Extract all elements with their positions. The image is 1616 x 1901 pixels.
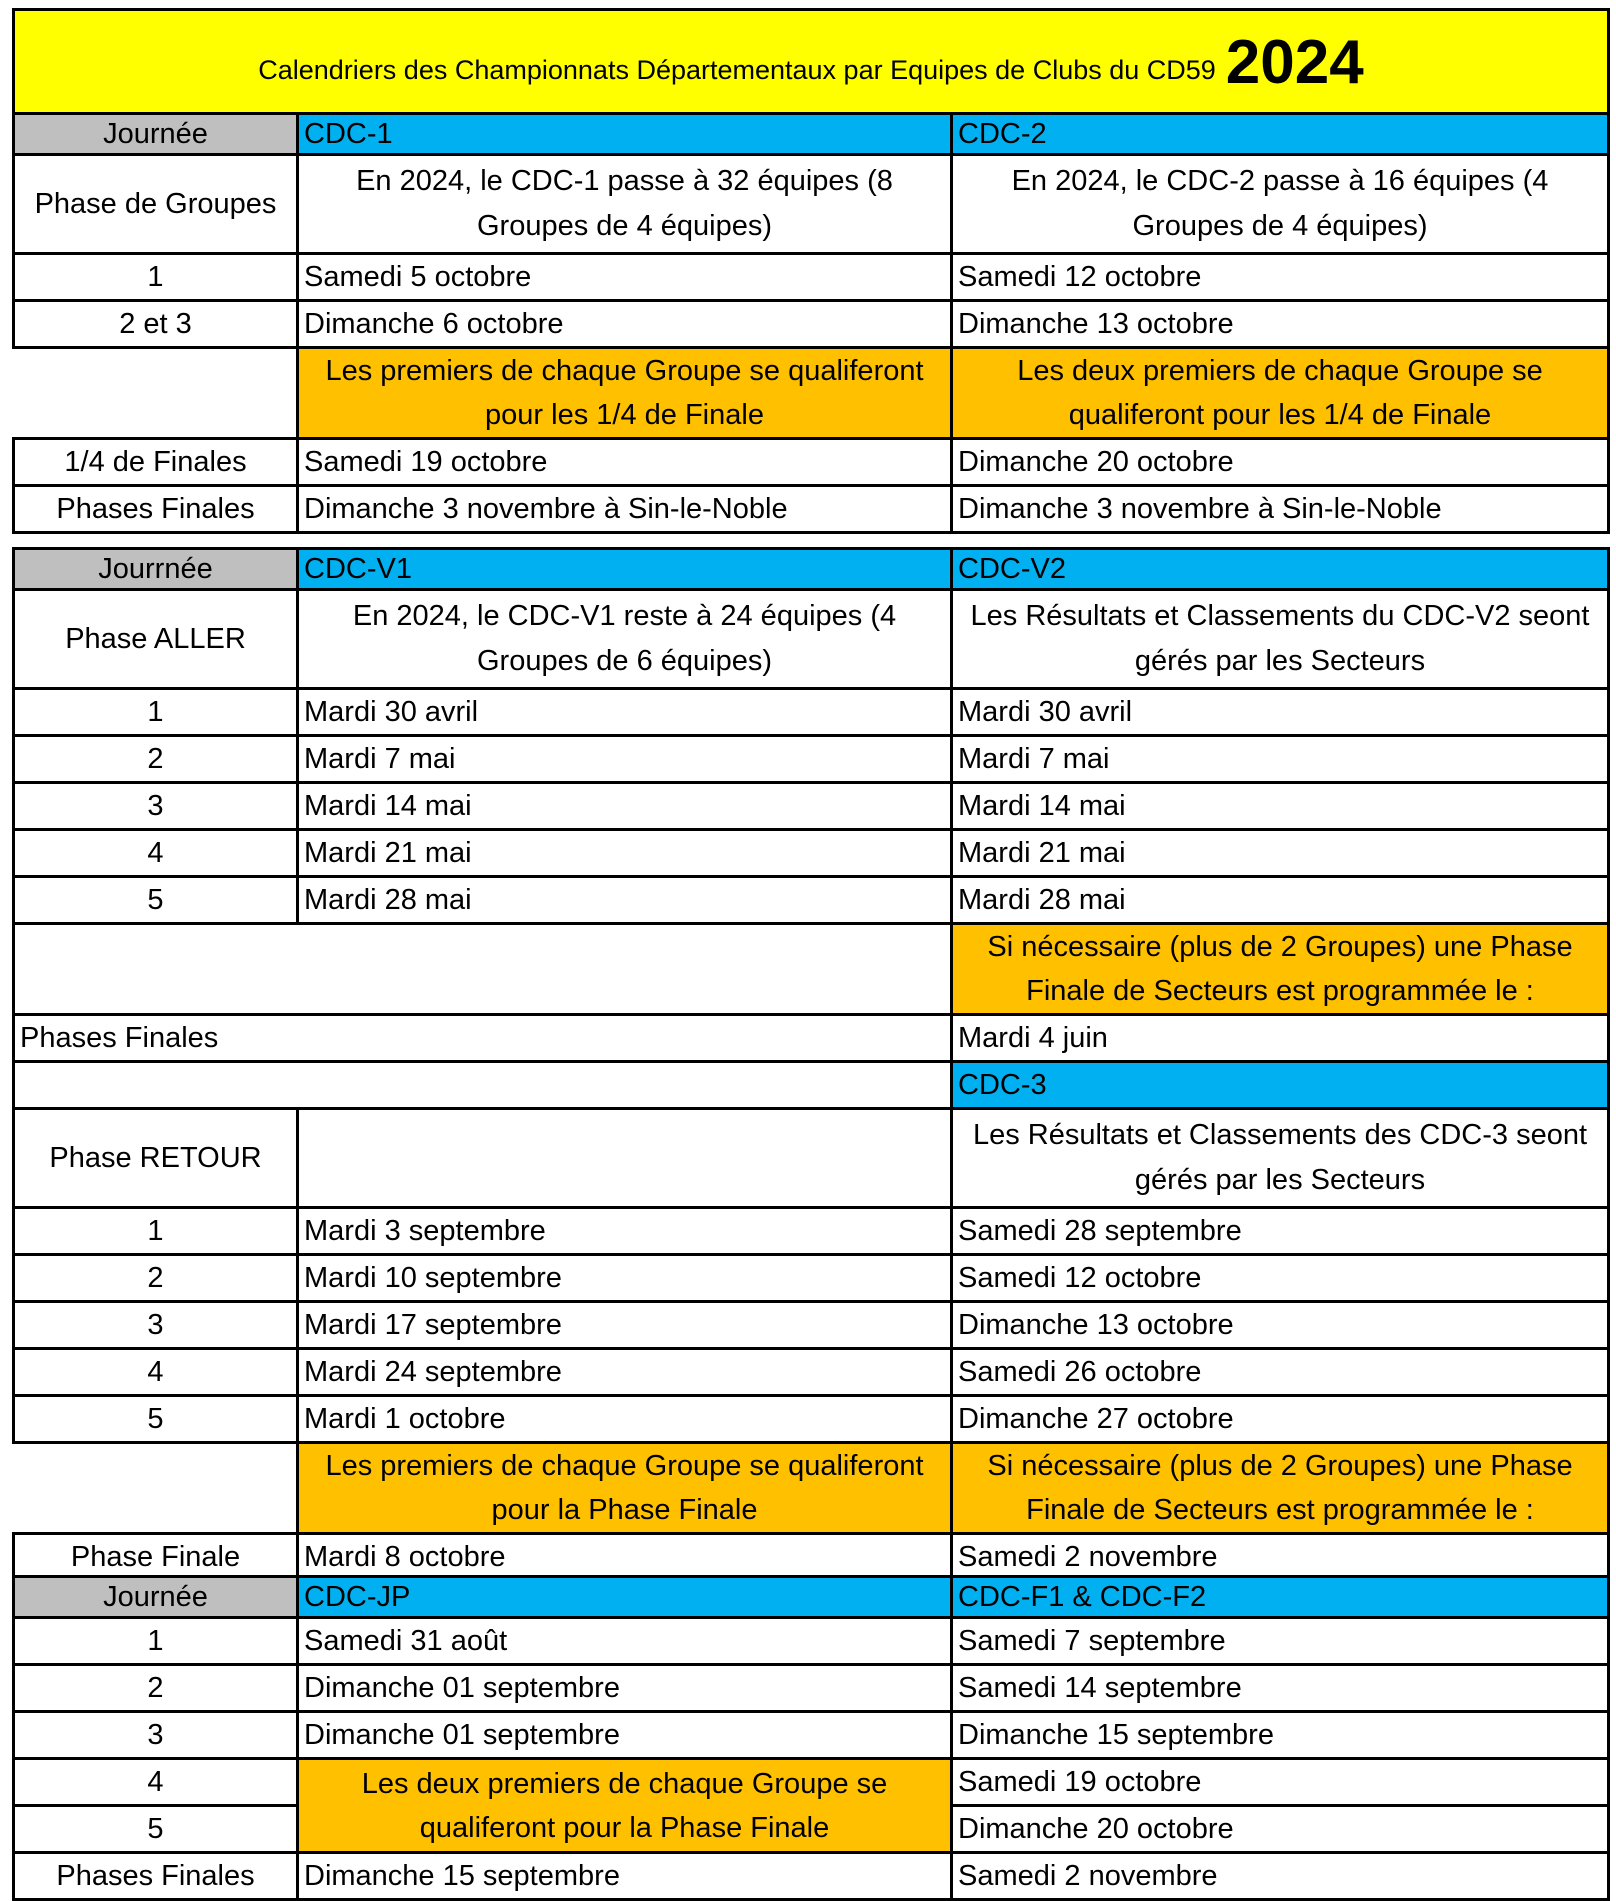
row-f: Samedi 19 octobre	[952, 1759, 1609, 1806]
finals-label: Phases Finales	[14, 1853, 298, 1900]
table-cdcv1-cdcv2	[12, 547, 1610, 1582]
note-c3-retour: Si nécessaire (plus de 2 Groupes) une Phase Finale de Secteurs est programmée le :	[952, 1443, 1609, 1534]
row-label: 1	[14, 254, 298, 301]
phase-aller-label: Phase ALLER	[14, 590, 298, 689]
table-row	[14, 1255, 1609, 1302]
finals-cdc1: Dimanche 3 novembre à Sin-le-Noble	[298, 486, 952, 533]
row-f: Samedi 7 septembre	[952, 1618, 1609, 1665]
table-row	[14, 1759, 1609, 1806]
phase-retour-label: Phase RETOUR	[14, 1109, 298, 1208]
row-v1: Mardi 17 septembre	[298, 1302, 952, 1349]
row-label: 4	[14, 1759, 298, 1806]
table-row	[14, 1208, 1609, 1255]
row-label: 4	[14, 830, 298, 877]
row-c3: Dimanche 13 octobre	[952, 1302, 1609, 1349]
row-label: 2	[14, 736, 298, 783]
table-row	[14, 1396, 1609, 1443]
row-v1: Mardi 24 septembre	[298, 1349, 952, 1396]
table-row	[14, 689, 1609, 736]
table-row	[14, 1302, 1609, 1349]
row-v2: Mardi 7 mai	[952, 736, 1609, 783]
table-row	[14, 1349, 1609, 1396]
row-v2: Mardi 30 avril	[952, 689, 1609, 736]
row-label: 1	[14, 1208, 298, 1255]
table-row	[14, 1618, 1609, 1665]
row-c3: Samedi 12 octobre	[952, 1255, 1609, 1302]
empty-cell	[14, 1062, 952, 1109]
quarter-label: 1/4 de Finales	[14, 439, 298, 486]
finals-label: Phases Finales	[14, 1015, 952, 1062]
page-title	[14, 10, 1609, 114]
row-v2: Mardi 28 mai	[952, 877, 1609, 924]
table-row	[14, 783, 1609, 830]
table-cdc1-cdc2	[12, 8, 1610, 534]
row-cdc2: Samedi 12 octobre	[952, 254, 1609, 301]
finals-cdc2: Dimanche 3 novembre à Sin-le-Noble	[952, 486, 1609, 533]
row-v1: Mardi 30 avril	[298, 689, 952, 736]
finals-v2: Mardi 4 juin	[952, 1015, 1609, 1062]
header-journee: Journée	[14, 1577, 298, 1618]
row-v2: Mardi 14 mai	[952, 783, 1609, 830]
finals-label: Phases Finales	[14, 486, 298, 533]
row-jp: Dimanche 01 septembre	[298, 1712, 952, 1759]
row-v1: Mardi 14 mai	[298, 783, 952, 830]
row-jp: Dimanche 01 septembre	[298, 1665, 952, 1712]
row-v1: Mardi 7 mai	[298, 736, 952, 783]
header-cdcv2: CDC-V2	[952, 549, 1609, 590]
header-cdc3: CDC-3	[952, 1062, 1609, 1109]
row-f: Dimanche 15 septembre	[952, 1712, 1609, 1759]
row-f: Dimanche 20 octobre	[952, 1806, 1609, 1853]
phase-groupes-cdc2: En 2024, le CDC-2 passe à 16 équipes (4 Groupes de 4 équipes)	[952, 155, 1609, 254]
empty-cell	[14, 348, 298, 439]
final-v1: Mardi 8 octobre	[298, 1534, 952, 1581]
row-label: 4	[14, 1349, 298, 1396]
quarter-cdc1: Samedi 19 octobre	[298, 439, 952, 486]
row-f: Samedi 14 septembre	[952, 1665, 1609, 1712]
table-row	[14, 877, 1609, 924]
header-journee: Journée	[14, 114, 298, 155]
phase-aller-v1: En 2024, le CDC-V1 reste à 24 équipes (4 Groupes de 6 équipes)	[298, 590, 952, 689]
row-c3: Samedi 28 septembre	[952, 1208, 1609, 1255]
row-c3: Samedi 26 octobre	[952, 1349, 1609, 1396]
header-cdcjp: CDC-JP	[298, 1577, 952, 1618]
row-label: 2	[14, 1665, 298, 1712]
row-v1: Mardi 1 octobre	[298, 1396, 952, 1443]
empty-cell	[14, 1443, 298, 1534]
row-v1: Mardi 21 mai	[298, 830, 952, 877]
row-v2: Mardi 21 mai	[952, 830, 1609, 877]
row-v1: Mardi 28 mai	[298, 877, 952, 924]
table-row	[14, 1665, 1609, 1712]
note-v1-retour: Les premiers de chaque Groupe se qualiferont pour la Phase Finale	[298, 1443, 952, 1534]
title-text: Calendriers des Championnats Départementaux par Equipes de Clubs du CD59	[258, 55, 1216, 85]
table-row	[14, 830, 1609, 877]
table-row	[14, 486, 1609, 533]
note-jp: Les deux premiers de chaque Groupe se qualiferont pour la Phase Finale	[298, 1759, 952, 1853]
row-label: 5	[14, 1396, 298, 1443]
row-label: 5	[14, 1806, 298, 1853]
header-cdcv1: CDC-V1	[298, 549, 952, 590]
table-row	[14, 1712, 1609, 1759]
note-v2-aller: Si nécessaire (plus de 2 Groupes) une Phase Finale de Secteurs est programmée le :	[952, 924, 1609, 1015]
row-cdc1: Dimanche 6 octobre	[298, 301, 952, 348]
table-row	[14, 1853, 1609, 1900]
row-label: 1	[14, 689, 298, 736]
row-jp: Samedi 31 août	[298, 1618, 952, 1665]
row-label: 3	[14, 1712, 298, 1759]
phase-groupes-label: Phase de Groupes	[14, 155, 298, 254]
header-journee: Jourrnée	[14, 549, 298, 590]
table-row	[14, 301, 1609, 348]
row-label: 3	[14, 783, 298, 830]
table-row	[14, 1534, 1609, 1581]
title-year: 2024	[1225, 28, 1364, 97]
phase-groupes-cdc1: En 2024, le CDC-1 passe à 32 équipes (8 Groupes de 4 équipes)	[298, 155, 952, 254]
note-cdc1: Les premiers de chaque Groupe se qualiferont pour les 1/4 de Finale	[298, 348, 952, 439]
row-c3: Dimanche 27 octobre	[952, 1396, 1609, 1443]
header-cdc1: CDC-1	[298, 114, 952, 155]
row-v1: Mardi 3 septembre	[298, 1208, 952, 1255]
table-row	[14, 736, 1609, 783]
row-label: 5	[14, 877, 298, 924]
table-row	[14, 254, 1609, 301]
row-cdc1: Samedi 5 octobre	[298, 254, 952, 301]
row-cdc2: Dimanche 13 octobre	[952, 301, 1609, 348]
final-label: Phase Finale	[14, 1534, 298, 1581]
table-cdcjp-cdcf	[12, 1575, 1610, 1901]
row-v1: Mardi 10 septembre	[298, 1255, 952, 1302]
phase-retour-cdc3: Les Résultats et Classements des CDC-3 seont gérés par les Secteurs	[952, 1109, 1609, 1208]
empty-cell	[14, 924, 952, 1015]
row-label: 3	[14, 1302, 298, 1349]
quarter-cdc2: Dimanche 20 octobre	[952, 439, 1609, 486]
header-cdc2: CDC-2	[952, 114, 1609, 155]
phase-aller-v2: Les Résultats et Classements du CDC-V2 seont gérés par les Secteurs	[952, 590, 1609, 689]
row-label: 2	[14, 1255, 298, 1302]
empty-cell	[298, 1109, 952, 1208]
finals-f: Samedi 2 novembre	[952, 1853, 1609, 1900]
final-c3: Samedi 2 novembre	[952, 1534, 1609, 1581]
row-label: 1	[14, 1618, 298, 1665]
header-cdcf: CDC-F1 & CDC-F2	[952, 1577, 1609, 1618]
finals-jp: Dimanche 15 septembre	[298, 1853, 952, 1900]
table-row	[14, 439, 1609, 486]
row-label: 2 et 3	[14, 301, 298, 348]
note-cdc2: Les deux premiers de chaque Groupe se qualiferont pour les 1/4 de Finale	[952, 348, 1609, 439]
